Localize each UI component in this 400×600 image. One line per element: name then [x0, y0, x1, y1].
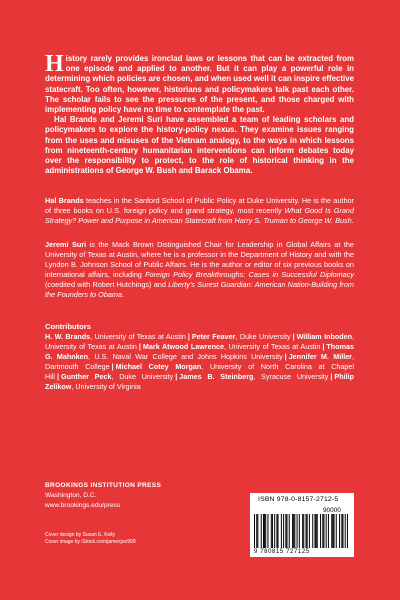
contributor-name: H. W. Brands: [45, 332, 91, 342]
contributor-affiliation: , Duke University: [111, 372, 174, 382]
isbn-label: ISBN 978-0-8157-2712-5: [258, 496, 339, 503]
blurb-paragraph-1: [45, 51, 354, 115]
publisher-city: Washington, D.C.: [45, 492, 97, 499]
publisher-block: [45, 481, 161, 511]
publisher-url: www.brookings.edu/press: [45, 502, 121, 509]
drop-cap: H: [45, 51, 64, 77]
separator: |: [330, 372, 333, 382]
blurb: [45, 51, 354, 176]
separator: |: [138, 342, 141, 352]
isbn-barcode: [250, 493, 354, 557]
separator: |: [111, 362, 114, 372]
contributor-item: [45, 332, 186, 341]
contributor-item: [61, 372, 173, 381]
contributors-heading: Contributors: [45, 322, 91, 332]
contributor-item: [179, 372, 328, 381]
contributor-name: Mark Atwood Lawrence: [142, 342, 224, 352]
contributor-affiliation: , University of Texas at Austin: [223, 342, 321, 352]
separator: |: [292, 332, 295, 342]
contributor-name: James B. Steinberg: [179, 372, 254, 382]
contributor-affiliation: , Dartmouth College: [45, 352, 354, 372]
contributor-name: William Inboden: [296, 332, 353, 342]
contributor-name: Gunther Peck: [61, 372, 112, 382]
book-title: What Good Is Grand Strategy? Power and Purpose in American Statecraft from Harry S. Truman to George W. Bush: [45, 206, 354, 226]
author-name: Hal Brands: [45, 196, 84, 206]
contributors-list: [45, 332, 354, 392]
separator: |: [56, 372, 59, 382]
contributor-item: [143, 342, 321, 351]
book-title: Liberty's Surest Guardian: American Nation-Building from the Founders to Obama: [45, 280, 354, 300]
separator: |: [284, 352, 287, 362]
author-bio-suri: Jeremi Suri is the Mack Brown Distinguished Chair for Leadership in Global Affairs at the University of Texas at Austin, where he is a professor in the Department of History and with the Lyndon B. Johnson School of Public Affairs. He is the author or editor of six previous books on international affairs, including Foreign Policy Breakthroughs: Cases in Successful Diplomacy (coedited with Robert Hutchings) and Liberty's Surest Guardian: American Nation-Building from the Founders to Obama.: [45, 240, 355, 300]
contributor-item: [192, 332, 291, 341]
contributor-affiliation: , University of Texas at Austin: [90, 332, 186, 342]
contributor-affiliation: , University of Virginia: [71, 382, 141, 392]
contributor-affiliation: , Duke University: [235, 332, 291, 342]
blurb-paragraph-1-text: istory rarely provides ironclad laws or lessons that can be extracted from one episode and applied to another. But it can play a powerful role in determining which policies are chosen, and when used well it can inspire effective statecraft. Too often, however, historians and policymakers talk past each other. The scholar fails to see the pressures of the present, and those charged with implementing policy have no time to contemplate the past.: [45, 54, 354, 115]
barcode-bars: [254, 514, 350, 548]
cover-design-credit: Cover design by Susan E. Kelly: [45, 532, 116, 538]
contributor-name: Peter Feaver: [191, 332, 236, 342]
author-bio-brands: Hal Brands teaches in the Sanford School of Public Policy at Duke University. He is the author of three books on U.S. foreign policy and grand strategy, most recently What Good Is Grand Strategy? Power and Purpose in American Statecraft from Harry S. Truman to George W. Bush.: [45, 196, 354, 226]
contributor-affiliation: , University of North Carolina at Chapel Hill: [45, 362, 354, 382]
contributor-name: Thomas G. Mahnken: [45, 342, 354, 362]
cover-credits: [45, 532, 136, 547]
contributor-affiliation: , U.S. Naval War College and Johns Hopkins University: [88, 352, 283, 362]
contributor-affiliation: , Syracuse University: [253, 372, 329, 382]
book-title: Foreign Policy Breakthroughs: Cases in Successful Diplomacy: [145, 270, 355, 280]
contributor-name: Jennifer M. Miller: [288, 352, 352, 362]
barcode-digits: 9 780815 727125: [254, 549, 310, 555]
author-name: Jeremi Suri: [45, 240, 87, 250]
separator: |: [175, 372, 178, 382]
publisher-name: BROOKINGS INSTITUTION PRESS: [45, 482, 162, 489]
contributor-affiliation: , University of Texas at Austin: [45, 332, 355, 352]
blurb-paragraph-2: Hal Brands and Jeremi Suri have assembled a team of leading scholars and policymakers to explore the history-policy nexus. They examine issues ranging from the uses and misuses of the Vietnam analogy, to the ways in which lessons from nineteenth-century humanitarian interventions can inform debates today over the responsibility to protect, to the role of historical thinking in the administrations of George W. Bush and Barack Obama.: [45, 115, 354, 176]
cover-image-credit: Cover image by iStock.com/jamesjoe999: [45, 539, 136, 546]
separator: |: [187, 332, 190, 342]
contributor-name: Philip Zelikow: [45, 372, 354, 392]
contributor-name: Michael Cotey Morgan: [115, 362, 202, 372]
separator: |: [322, 342, 325, 352]
price-code: 90000: [323, 507, 341, 514]
